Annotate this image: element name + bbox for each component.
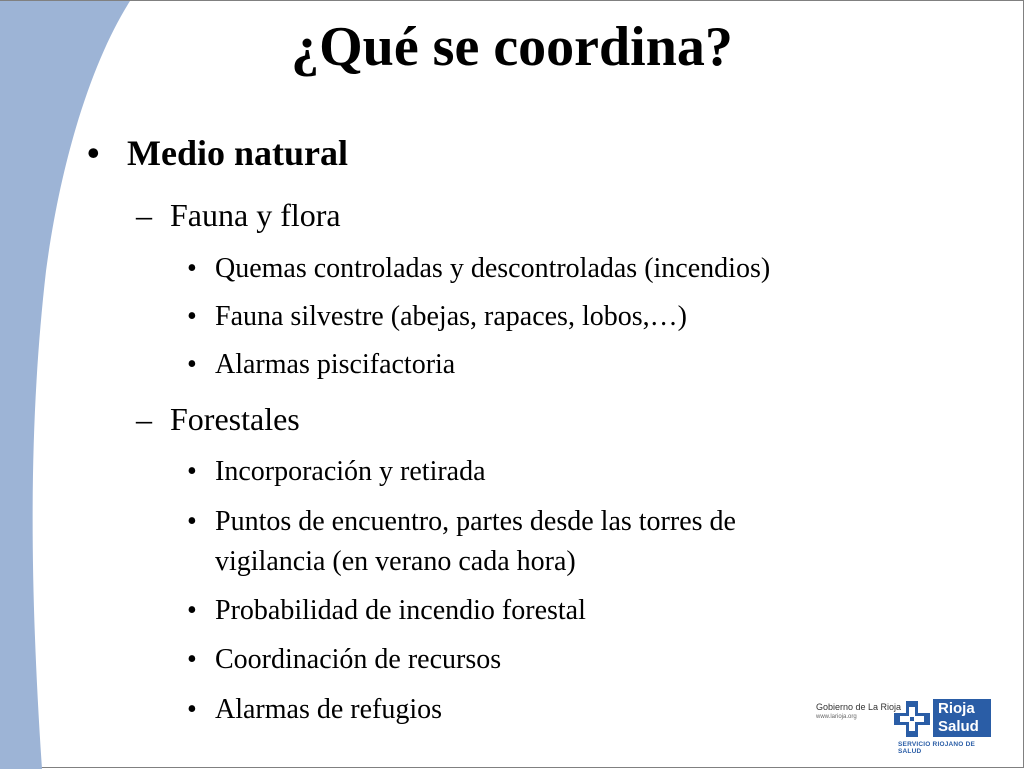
list-item-text: Medio natural <box>127 133 348 173</box>
dash-marker: – <box>136 197 152 233</box>
dash-marker: – <box>136 401 152 437</box>
bullet-marker: • <box>187 644 197 675</box>
list-item <box>187 591 586 631</box>
list-item-text: Probabilidad de incendio forestal <box>215 595 586 626</box>
list-item-text: Incorporación y retirada <box>215 456 486 487</box>
bullet-marker: • <box>187 301 197 332</box>
list-item-text: Forestales <box>170 401 300 437</box>
government-web: www.larioja.org <box>816 714 857 720</box>
list-item-text: Fauna y flora <box>170 197 341 233</box>
brand-line-1: Rioja <box>938 700 975 717</box>
health-cross-icon <box>892 699 932 739</box>
brand-line-2: Salud <box>938 718 979 735</box>
list-item <box>187 640 502 680</box>
list-item-text: Puntos de encuentro, partes desde las torres de <box>215 506 736 537</box>
list-item-text: Coordinación de recursos <box>215 644 502 675</box>
list-item <box>187 249 771 289</box>
list-item <box>136 399 300 439</box>
brand-box <box>933 699 991 737</box>
service-name: SERVICIO RIOJANO DE SALUD <box>898 741 976 755</box>
list-item <box>136 195 341 235</box>
bullet-marker: • <box>187 349 197 380</box>
bullet-marker: • <box>187 694 197 725</box>
government-name: Gobierno de La Rioja <box>816 702 902 712</box>
list-item-text: Alarmas piscifactoria <box>215 349 456 380</box>
slide-title: ¿Qué se coordina? <box>291 16 733 78</box>
list-item <box>187 502 736 542</box>
list-item <box>187 297 687 337</box>
bullet-marker: • <box>87 133 100 173</box>
list-item <box>187 690 443 730</box>
list-item-text: Quemas controladas y descontroladas (incendios) <box>215 253 771 284</box>
list-item-continuation <box>215 542 576 582</box>
list-item <box>187 452 486 492</box>
list-item <box>187 345 456 385</box>
list-item-text: Alarmas de refugios <box>215 694 443 725</box>
bullet-marker: • <box>187 506 197 537</box>
bullet-marker: • <box>187 456 197 487</box>
rioja-salud-logo <box>816 697 996 753</box>
bullet-marker: • <box>187 253 197 284</box>
list-item-text: vigilancia (en verano cada hora) <box>215 546 576 577</box>
list-item-text: Fauna silvestre (abejas, rapaces, lobos,…) <box>215 301 687 332</box>
bullet-marker: • <box>187 595 197 626</box>
list-item <box>87 131 348 175</box>
slide-content <box>0 1 1024 769</box>
